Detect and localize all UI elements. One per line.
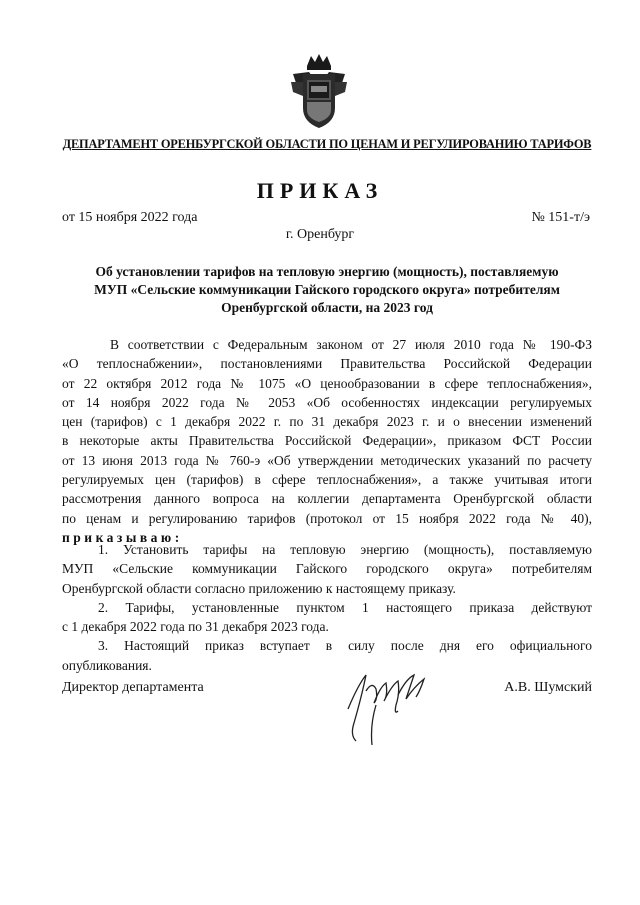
item-line: Оренбургской области согласно приложению к настоящему приказу. xyxy=(62,580,456,596)
document-date: от 15 ноября 2022 года xyxy=(62,210,198,225)
preamble-line: В соответствии с Федеральным законом от 27 июля 2010 года № 190-ФЗ xyxy=(110,337,592,352)
signer-position: Директор департамента xyxy=(62,680,204,695)
handwritten-signature-icon xyxy=(336,665,436,745)
document-number: № 151-т/э xyxy=(531,210,590,225)
preamble-paragraph xyxy=(62,335,592,547)
preamble-line: в некоторые акты Правительства Российской Федерации», приказом ФСТ России xyxy=(62,433,592,449)
preamble-line: рассмотрения данного вопроса на коллегии департамента Оренбургской области xyxy=(62,491,592,507)
item-line: с 1 декабря 2022 года по 31 декабря 2023 года. xyxy=(62,619,329,635)
subject-line: Оренбургской области, на 2023 год xyxy=(221,300,433,315)
preamble-line: регулируемых цен (тарифов) в сфере теплоснабжения», а также учитывая итоги xyxy=(62,472,592,488)
item-line: 3. Настоящий приказ вступает в силу после дня его официального xyxy=(98,638,592,654)
preamble-line: «О теплоснабжении», постановлениями Правительства Российской Федерации xyxy=(62,356,592,372)
preamble-line: от 14 ноября 2022 года № 2053 «Об особенностях индексации регулируемых xyxy=(62,394,592,410)
coat-of-arms-icon xyxy=(289,52,349,134)
item-line: 2. Тарифы, установленные пунктом 1 настоящего приказа действуют xyxy=(98,599,592,615)
subject-line: Об установлении тарифов на тепловую энергию (мощность), поставляемую xyxy=(95,264,559,279)
department-name: ДЕПАРТАМЕНТ ОРЕНБУРГСКОЙ ОБЛАСТИ ПО ЦЕНАМ И РЕГУЛИРОВАНИЮ ТАРИФОВ xyxy=(62,137,592,151)
preamble-line: цен (тарифов) с 1 декабря 2022 г. по 31 декабря 2023 г. и о внесении изменений xyxy=(62,414,592,430)
document-subject xyxy=(62,263,592,317)
document-title: ПРИКАЗ xyxy=(256,178,384,203)
preamble-line: от 13 июня 2013 года № 760-э «Об утверждении методических указаний по расчету xyxy=(62,452,592,468)
orders-word: приказываю: xyxy=(62,529,183,545)
item-line: 1. Установить тарифы на тепловую энергию (мощность), поставляемую xyxy=(98,542,592,557)
signer-name: А.В. Шумский xyxy=(504,680,592,695)
preamble-line: от 22 октября 2012 года № 1075 «О ценообразовании в сфере теплоснабжения», xyxy=(62,375,592,391)
item-line: МУП «Сельские коммуникации Гайского городского округа» потребителям xyxy=(62,561,592,577)
subject-line: МУП «Сельские коммуникации Гайского городского округа» потребителям xyxy=(94,282,560,297)
order-items xyxy=(62,540,592,675)
item-line: опубликования. xyxy=(62,657,152,673)
preamble-line: по ценам и регулированию тарифов (протокол от 15 ноября 2022 года № 40), xyxy=(62,510,592,526)
document-city: г. Оренбург xyxy=(285,227,355,242)
